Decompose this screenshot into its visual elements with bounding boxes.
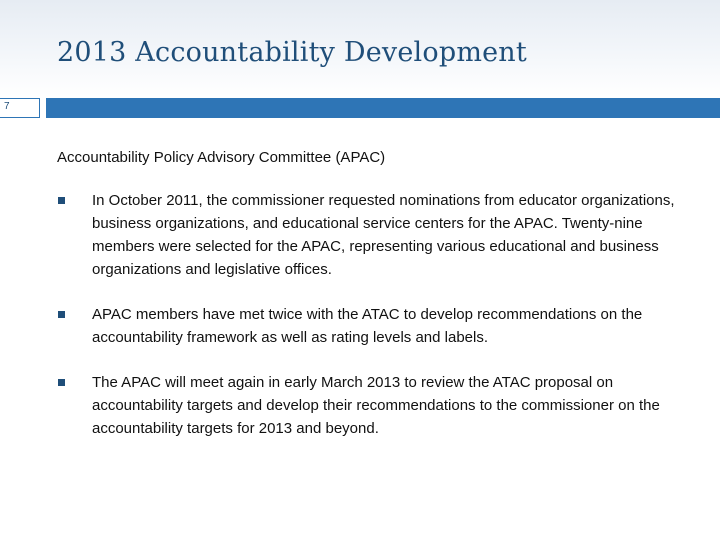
slide-number-box (0, 98, 40, 118)
bullet-text: The APAC will meet again in early March 2013 to review the ATAC proposal on accountability targets and develop their recommendations to the commissioner on the accountability targets for 2013 and beyond. (92, 374, 660, 437)
bullet-item (57, 303, 692, 349)
bullet-text: APAC members have met twice with the ATAC to develop recommendations on the accountability framework as well as rating levels and labels. (92, 306, 643, 346)
slide-number: 7 (4, 101, 10, 112)
bullet-list (57, 189, 697, 440)
accent-bar (46, 98, 720, 118)
bullet-item (57, 189, 692, 281)
slide-title: 2013 Accountability Development (57, 37, 527, 68)
bullet-item (57, 371, 692, 440)
square-bullet-icon (58, 197, 65, 204)
section-heading: Accountability Policy Advisory Committee (APAC) (57, 149, 386, 166)
bullet-text: In October 2011, the commissioner requested nominations from educator organizations, business organizations, and educational service centers for the APAC. Twenty-nine members were selected for the APAC, representing various educational and business organizations and legislative offices. (92, 192, 675, 278)
square-bullet-icon (58, 311, 65, 318)
slide-content (57, 148, 697, 462)
square-bullet-icon (58, 379, 65, 386)
